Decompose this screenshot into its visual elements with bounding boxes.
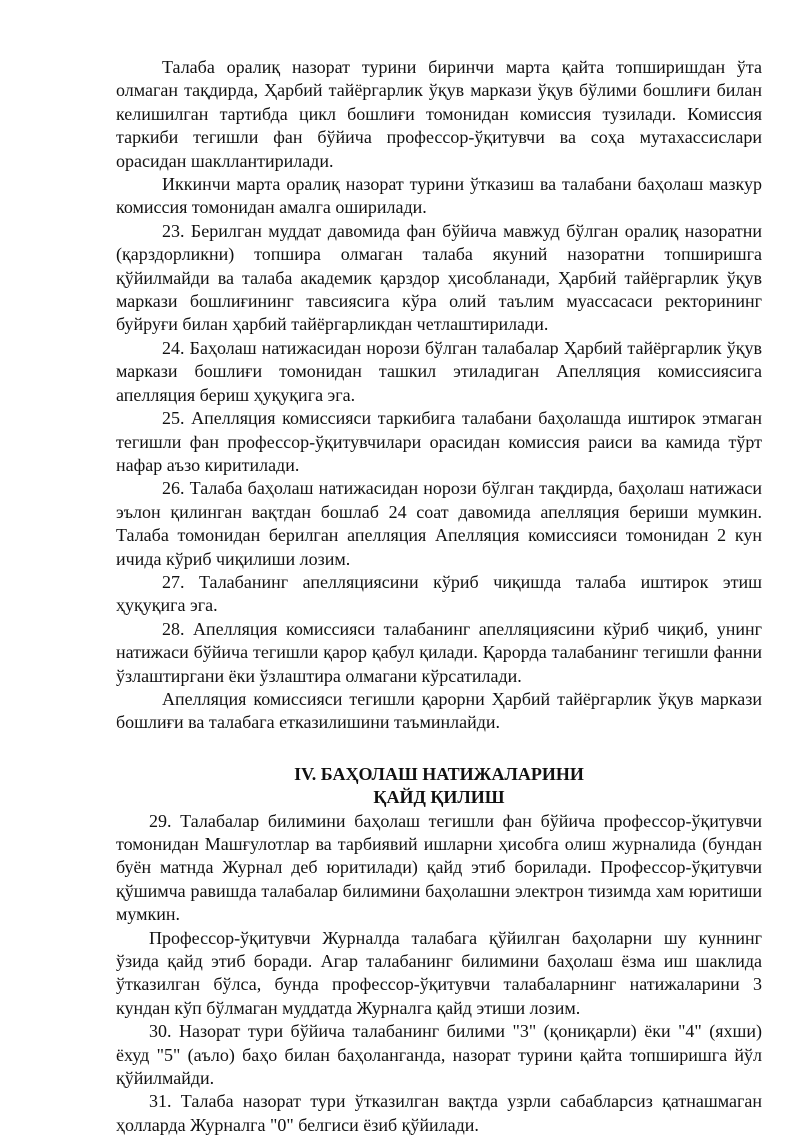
paragraph-item-29: 29. Талабалар билимини баҳолаш тегишли фан бўйича профессор-ўқитувчи томонидан Машғулотлар ва тарбиявий ишларни ҳисобга олиш журналида (бундан буён матнда Журнал деб юритилади) қайд этиб борилади. Профессор-ўқитувчи қўшимча равишда талабалар билимини баҳолашни электрон тизимда хам юритиши мумкин.	[116, 810, 762, 925]
paragraph-item-25: 25. Апелляция комиссияси таркибига талабани баҳолашда иштирок этмаган тегишли фан профессор-ўқитувчилари орасидан комиссия раиси ва камида тўрт нафар аъзо киритилади.	[116, 408, 762, 475]
paragraph-item-27: 27. Талабанинг апелляциясини кўриб чиқишда талаба иштирок этиш ҳуқуқига эга.	[116, 571, 762, 616]
paragraph-item-24: 24. Баҳолаш натижасидан норози бўлган талабалар Ҳарбий тайёргарлик ўқув маркази бошлиғи томонидан ташкил этиладиган Апелляция комиссиясига апелляция бериш ҳуқуқига эга.	[116, 337, 762, 405]
paragraph-item-23: 23. Берилган муддат давомида фан бўйича мавжуд бўлган оралиқ назоратни (қарздорликни) топшира олмаган талаба якуний назоратни топширишга қўйилмайди ва талаба академик қарздор ҳисобланади, Ҳарбий тайёргарлик ўқув маркази бошлиғининг тавсиясига кўра олий таълим муассасаси ректорининг буйруғи билан ҳарбий тайёргарликдан четлаштирилади.	[116, 220, 762, 335]
section-heading: IV. БАҲОЛАШ НАТИЖАЛАРИНИ	[294, 763, 584, 784]
paragraph: Иккинчи марта оралиқ назорат турини ўтказиш ва талабани баҳолаш мазкур комиссия томонидан амалга оширилади.	[116, 174, 762, 218]
paragraph-item-28: 28. Апелляция комиссияси талабанинг апелляциясини кўриб чиқиб, унинг натижаси бўйича тегишли қарор қабул қилади. Қарорда талабанинг тегишли фанни ўзлаштиргани ёки ўзлаштира олмагани кўрсатилади.	[116, 618, 762, 686]
paragraph-item-30: 30. Назорат тури бўйича талабанинг билими "3" (қониқарли) ёки "4" (яхши) ёхуд "5" (аъло) баҳо билан баҳоланганда, назорат турини қайта топширишга йўл қўйилмайди.	[116, 1021, 762, 1089]
paragraph-item-31: 31. Талаба назорат тури ўтказилган вақтда узрли сабабларсиз қатнашмаган ҳолларда Журналга "0" белгиси ёзиб қўйилади.	[116, 1091, 762, 1135]
paragraph: Апелляция комиссияси тегишли қарорни Ҳарбий тайёргарлик ўқув маркази бошлиғи ва талабага етказилишини таъминлайди.	[116, 688, 762, 733]
section-heading-continued: ҚАЙД ҚИЛИШ	[373, 787, 505, 808]
paragraph: Профессор-ўқитувчи Журналда талабага қўйилган баҳоларни шу куннинг ўзида қайд этиб боради. Агар талабанинг билимини баҳолаш ёзма иш шаклида ўтказилган бўлса, бунда профессор-ўқитувчи талабаларнинг натижаларини 3 кундан кўп бўлмаган муддатда Журналга қайд этиши лозим.	[116, 927, 762, 1018]
paragraph: Талаба оралиқ назорат турини биринчи марта қайта топширишдан ўта олмаган тақдирда, Ҳарбий тайёргарлик ўқув маркази ўқув бўлими бошлиғи билан келишилган тартибда цикл бошлиғи томонидан комиссия тузилади. Комиссия таркиби тегишли фан бўйича профессор-ўқитувчи ва соҳа мутахассислари орасидан шакллантирилади.	[116, 57, 762, 171]
section-spacer	[116, 735, 762, 763]
paragraph-item-26: 26. Талаба баҳолаш натижасидан норози бўлган тақдирда, баҳолаш натижаси эълон қилинган вақтдан бошлаб 24 соат давомида апелляция бериши мумкин. Талаба томонидан берилган апелляция Апелляция комиссияси томонидан 2 кун ичида кўриб чиқилиши лозим.	[116, 478, 762, 569]
document-page	[116, 56, 762, 1137]
